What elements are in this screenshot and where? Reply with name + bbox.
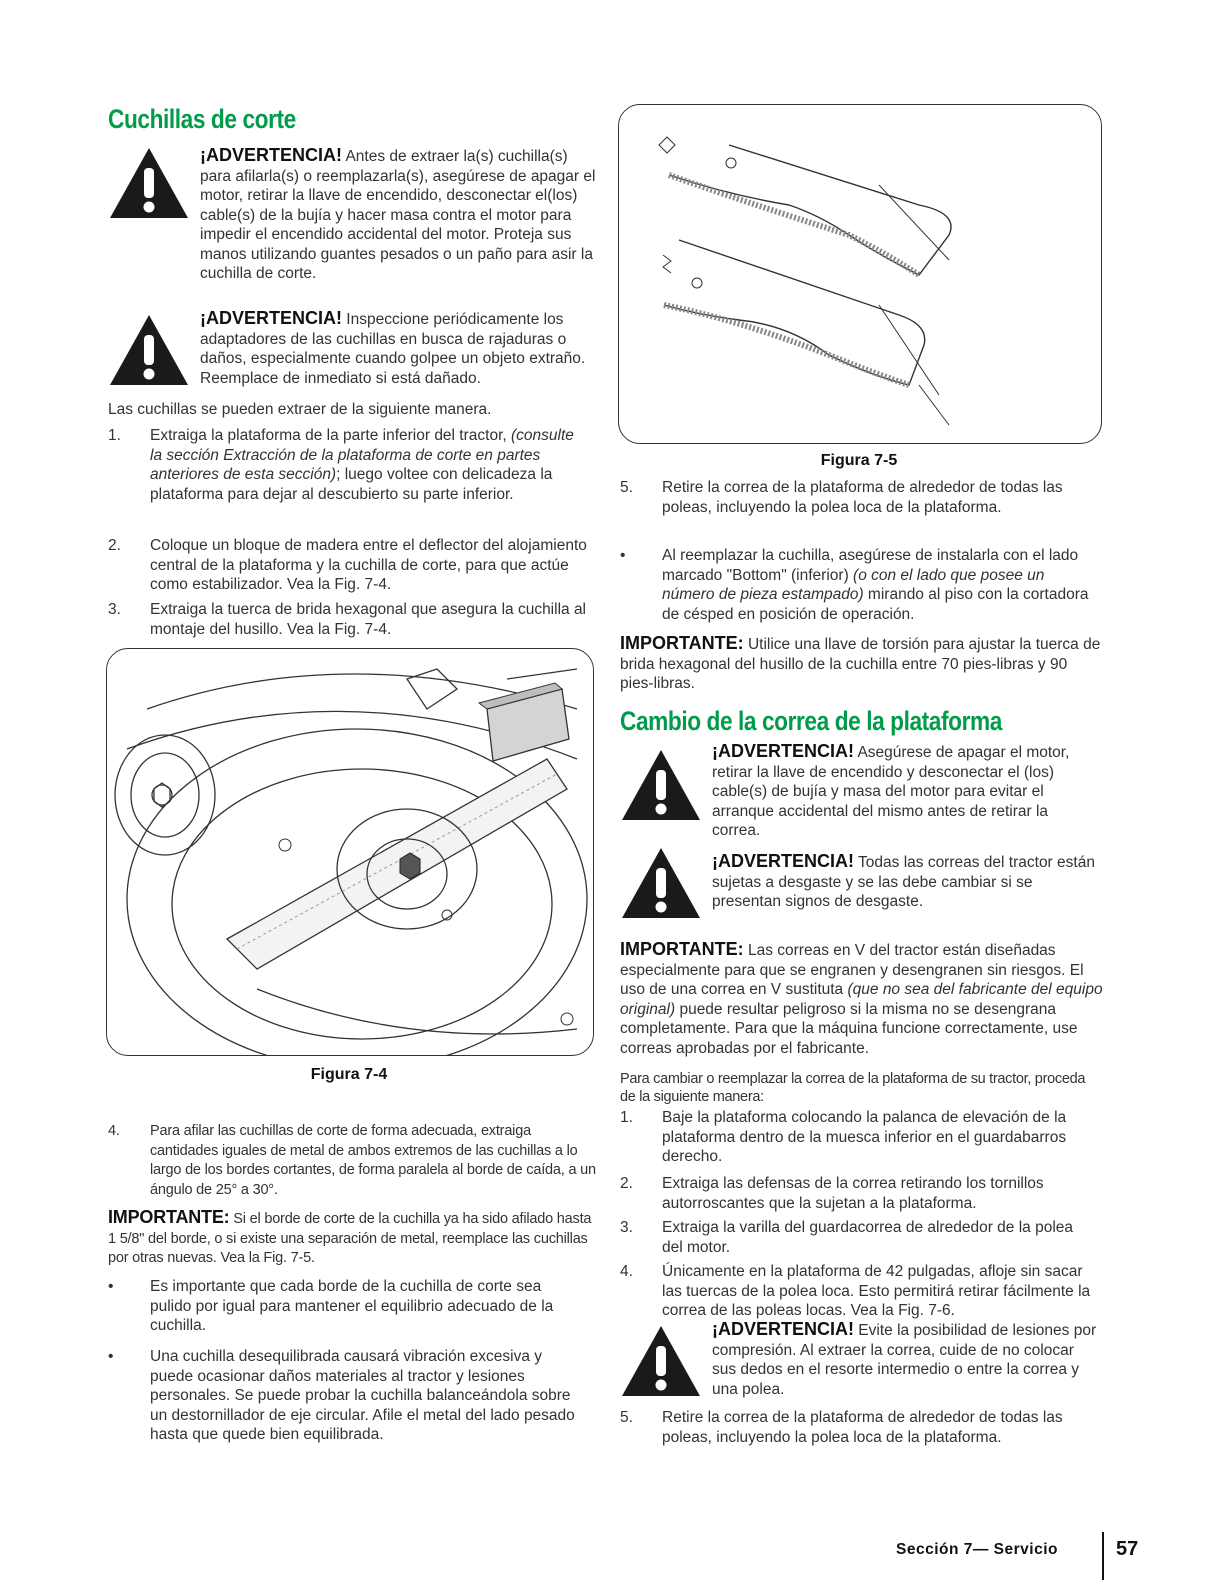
list-item [108,1122,598,1200]
section-title-correa: Cambio de la correa de la plataforma [620,706,1002,736]
warning-heading: ¡ADVERTENCIA! [712,851,854,871]
warning-body: Antes de extraer la(s) cuchilla(s) para afilarla(s) o reemplazarla(s), asegúrese de apagar el motor, retirar la llave de encendido, desconectar el(los) cable(s) de la bujía y hacer masa contra el motor para impedir el encendido accidental del motor. Proteja sus manos utilizando guantes pesados o un paño para asir la cuchilla de corte. [200,148,596,282]
list-text: Extraiga la varilla del guardacorrea de alrededor de la polea del motor. [662,1219,1074,1256]
list-item [620,546,1090,624]
warning-body: Inspeccione periódicamente los adaptadores de las cuchillas en busca de rajaduras o daños, especialmente cuando golpee un objeto extraño. Reemplace de inmediato si está dañado. [200,311,586,387]
warning-triangle-icon [108,146,190,220]
warning-text [712,1320,1100,1399]
list-number: 1. [620,1109,633,1126]
warning-body: Evite la posibilidad de lesiones por compresión. Al extraer la correa, cuide de no colocar sus dedos en el resorte intermedio o entre la correa y una polea. [712,1322,1097,1398]
list-text: Es importante que cada borde de la cuchilla de corte sea pulido por igual para mantener el equilibrio adecuado de la cuchilla. [150,1278,554,1334]
list-text: Únicamente en la plataforma de 42 pulgadas, afloje sin sacar las tuercas de la polea loca. Esto permitirá retirar fácilmente la correa de las poleas locas. Vea la Fig. 7-6. [662,1263,1091,1319]
list-number: 3. [108,601,121,618]
figure-7-5-illustration [618,104,1102,444]
warning-triangle-icon [620,846,702,920]
footer-divider [1102,1532,1104,1580]
figure-caption: Figura 7-4 [310,1066,388,1083]
list-item [620,1108,1096,1167]
important-note: IMPORTANTE: Utilice una llave de torsión para ajustar la tuerca de brida hexagonal del husillo de la cuchilla entre 70 pies-libras y 90 pies-libras. [620,633,1101,692]
list-number: 5. [620,479,633,496]
list-text: Para afilar las cuchillas de corte de forma adecuada, extraiga cantidades iguales de metal de ambos extremos de las cuchillas a lo largo de los bordes cortantes, de forma paralela al borde de caída, a un ángulo de 25° a 30°. [150,1123,596,1198]
figure-7-4-illustration [106,648,594,1056]
warning-heading: ¡ADVERTENCIA! [712,1319,854,1339]
list-text: Extraiga la tuerca de brida hexagonal que asegura la cuchilla al montaje del husillo. Vea la Fig. 7-4. [150,601,587,638]
warning-heading: ¡ADVERTENCIA! [712,741,854,761]
intro-text: Las cuchillas se pueden extraer de la siguiente manera. [108,401,492,418]
warning-body: Todas las correas del tractor están sujetas a desgaste y se las debe cambiar si se presentan signos de desgaste. [712,854,1095,910]
warning-text [200,146,598,284]
list-text: Baje la plataforma colocando la palanca de elevación de la plataforma dentro de la muesca inferior en el guardabarros derecho. [662,1109,1067,1165]
list-number: 5. [620,1409,633,1426]
mower-deck-drawing [107,649,593,1055]
list-item [108,536,590,595]
warning-triangle-icon [108,313,190,387]
list-text: Retire la correa de la plataforma de alrededor de todas las poleas, incluyendo la polea loca de la plataforma. [662,479,1063,516]
warning-triangle-icon [620,748,702,822]
list-number: 3. [620,1219,633,1236]
warning-body: Asegúrese de apagar el motor, retirar la llave de encendido y desconectar el (los) cable(s) de bujía y masa del motor para evitar el arranque accidental del mismo antes de retirar la correa. [712,744,1070,839]
list-item [620,478,1090,517]
list-number: 4. [108,1123,120,1139]
list-text: Retire la correa de la plataforma de alrededor de todas las poleas, incluyendo la polea loca de la plataforma. [662,1409,1063,1446]
list-number: 1. [108,427,121,444]
warning-block [108,309,598,393]
list-item [108,600,590,639]
warning-block [620,742,1100,846]
list-text: Una cuchilla desequilibrada causará vibración excesiva y puede ocasionar daños materiales al tractor y lesiones personales. Se puede probar la cuchilla balanceándola sobre un destornillador de eje circular. Afile el metal del lado pesado hasta que quede bien equilibrada. [150,1348,575,1443]
warning-block [108,146,598,306]
figure-caption: Figura 7-5 [820,452,898,469]
page-footer [896,1538,1139,1560]
list-number: 2. [108,537,121,554]
list-item [620,1262,1096,1321]
list-text: Extraiga la plataforma de la parte inferior del tractor, (consulte la sección Extracción de la plataforma de corte en partes anteriores de esta sección); luego voltee con delicadeza la plataforma para dejar al descubierto su parte inferior. [150,427,574,503]
blade-upper [659,137,951,275]
warning-block [620,1320,1100,1400]
blade-drawing [619,105,1101,443]
bullet: • [620,547,626,564]
bullet: • [108,1278,114,1295]
warning-text [712,742,1100,841]
warning-text [200,309,598,388]
bullet: • [108,1348,114,1365]
intro-text: Para cambiar o reemplazar la correa de la plataforma de su tractor, proceda de la siguiente manera: [620,1071,1086,1105]
important-note: IMPORTANTE: Las correas en V del tractor están diseñadas especialmente para que se engranen y desengranen sin riesgos. El uso de una correa en V sustituta (que no sea del fabricante del equipo original) puede resultar peligroso si la misma no se desengrana completamente. Para que la máquina funcione correctamente, use correas aprobadas por el fabricante. [620,939,1103,1057]
important-label: IMPORTANTE: [108,1207,230,1227]
list-number: 4. [620,1263,633,1280]
warning-block [620,852,1100,924]
warning-heading: ¡ADVERTENCIA! [200,145,342,165]
list-item [108,1347,586,1445]
list-number: 2. [620,1175,633,1192]
list-text: Coloque un bloque de madera entre el deflector del alojamiento central de la plataforma y la cuchilla de corte, para que actúe como estabilizador. Vea la Fig. 7-4. [150,537,587,593]
wheel [115,735,215,855]
warning-text [712,852,1100,912]
list-text: Extraiga las defensas de la correa retirando los tornillos autorroscantes que la sujetan a la plataforma. [662,1175,1044,1212]
list-item [108,1277,586,1336]
list-item [620,1218,1096,1257]
list-item [108,426,590,504]
footer-section-label: Sección 7— Servicio [896,1541,1058,1558]
warning-heading: ¡ADVERTENCIA! [200,308,342,328]
page-number: 57 [1116,1538,1139,1560]
section-title-cuchillas: Cuchillas de corte [108,104,296,134]
list-item [620,1174,1096,1213]
important-label: IMPORTANTE: [620,939,744,959]
warning-triangle-icon [620,1324,702,1398]
important-label: IMPORTANTE: [620,633,744,653]
list-item [620,1408,1096,1447]
important-note: IMPORTANTE: Si el borde de corte de la cuchilla ya ha sido afilado hasta 1 5/8" del borde, o si existe una separación de metal, reemplace las cuchillas por otras nuevas. Vea la Fig. 7-5. [108,1207,592,1266]
list-text: Al reemplazar la cuchilla, asegúrese de instalarla con el lado marcado "Bottom" (inferior) (o con el lado que posee un número de pieza estampado) mirando al piso con la cortadora de césped en posición de operación. [662,547,1089,623]
